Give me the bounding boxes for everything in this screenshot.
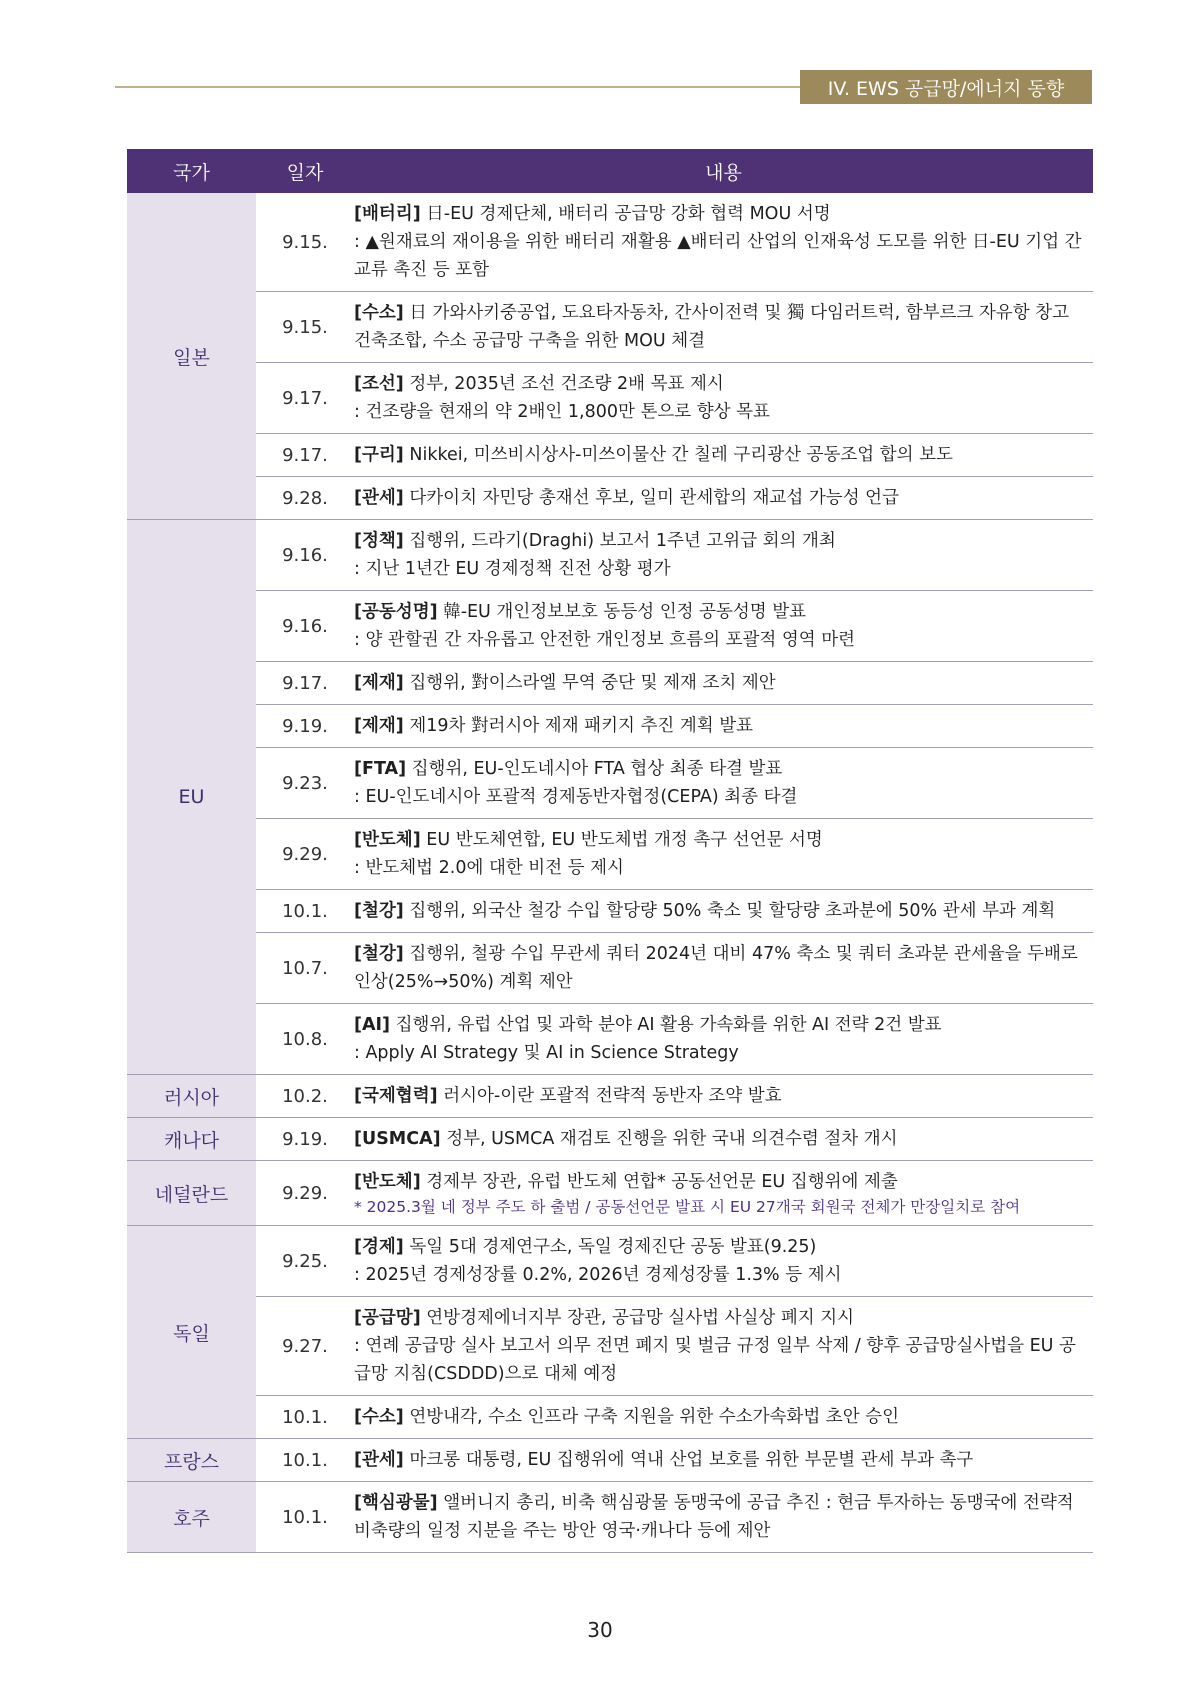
table-row: [127, 1226, 1093, 1297]
category-label: [관세]: [354, 1450, 404, 1470]
table-row: [127, 1075, 1093, 1118]
date-cell: 9.23.: [256, 748, 354, 819]
table-row: [127, 363, 1093, 434]
content-cell: [354, 434, 1093, 477]
footnote: * 2025.3월 네 정부 주도 하 출범 / 공동선언문 발표 시 EU 27개국 회원국 전체가 만장일치로 참여: [354, 1198, 1021, 1216]
date-cell: 10.1.: [256, 1439, 354, 1482]
date-cell: 9.17.: [256, 662, 354, 705]
content-cell: [354, 591, 1093, 662]
date-cell: 9.25.: [256, 1226, 354, 1297]
category-label: [반도체]: [354, 830, 421, 850]
category-label: [철강]: [354, 901, 404, 921]
table-row: [127, 520, 1093, 591]
content-cell: [354, 819, 1093, 890]
date-cell: 9.19.: [256, 705, 354, 748]
news-table: [127, 149, 1093, 1553]
date-cell: 10.1.: [256, 1396, 354, 1439]
section-label: IV. EWS 공급망/에너지 동향: [800, 70, 1092, 104]
category-label: [공급망]: [354, 1308, 421, 1328]
date-cell: 9.19.: [256, 1118, 354, 1161]
header-rule: [115, 86, 831, 88]
content-cell: [354, 1297, 1093, 1396]
content-text: EU 반도체연합, EU 반도체법 개정 촉구 선언문 서명: [420, 830, 823, 850]
content-text: 집행위, EU-인도네시아 FTA 협상 최종 타결 발표: [406, 759, 783, 779]
table-row: [127, 1004, 1093, 1075]
table-row: [127, 1396, 1093, 1439]
column-header-content: 내용: [354, 149, 1093, 193]
content-detail: : EU-인도네시아 포괄적 경제동반자협정(CEPA) 최종 타결: [354, 787, 798, 807]
date-cell: 9.29.: [256, 819, 354, 890]
date-cell: 9.29.: [256, 1161, 354, 1226]
country-cell: 캐나다: [127, 1118, 256, 1161]
category-label: [제재]: [354, 673, 404, 693]
content-text: 집행위, 외국산 철강 수입 할당량 50% 축소 및 할당량 초과분에 50% 관세 부과 계획: [403, 901, 1056, 921]
category-label: [경제]: [354, 1237, 404, 1257]
content-text: 日 가와사키중공업, 도요타자동차, 간사이전력 및 獨 다임러트럭, 함부르크 자유항 창고건축조합, 수소 공급망 구축을 위한 MOU 체결: [354, 303, 1069, 351]
content-text: 연방내각, 수소 인프라 구축 지원을 위한 수소가속화법 초안 승인: [403, 1407, 899, 1427]
category-label: [관세]: [354, 488, 404, 508]
table-row: [127, 1439, 1093, 1482]
category-label: [FTA]: [354, 759, 407, 779]
table-row: [127, 933, 1093, 1004]
category-label: [USMCA]: [354, 1129, 441, 1149]
content-cell: [354, 292, 1093, 363]
content-text: 다카이치 자민당 총재선 후보, 일미 관세합의 재교섭 가능성 언급: [403, 488, 899, 508]
content-cell: [354, 1004, 1093, 1075]
page-number: 30: [587, 1618, 613, 1642]
content-text: 집행위, 유럽 산업 및 과학 분야 AI 활용 가속화를 위한 AI 전략 2건 발표: [390, 1015, 942, 1035]
content-cell: [354, 1118, 1093, 1161]
content-detail: : 양 관할권 간 자유롭고 안전한 개인정보 흐름의 포괄적 영역 마련: [354, 630, 856, 650]
content-detail: : Apply AI Strategy 및 AI in Science Strategy: [354, 1043, 739, 1063]
content-text: 정부, 2035년 조선 건조량 2배 목표 제시: [403, 374, 724, 394]
category-label: [철강]: [354, 944, 404, 964]
country-cell: 일본: [127, 193, 256, 520]
content-cell: [354, 748, 1093, 819]
category-label: [제재]: [354, 716, 404, 736]
table-row: [127, 662, 1093, 705]
date-cell: 10.8.: [256, 1004, 354, 1075]
content-text: 마크롱 대통령, EU 집행위에 역내 산업 보호를 위한 부문별 관세 부과 촉구: [403, 1450, 974, 1470]
table-row: [127, 477, 1093, 520]
category-label: [수소]: [354, 303, 404, 323]
column-header-country: 국가: [127, 149, 256, 193]
content-cell: [354, 1439, 1093, 1482]
date-cell: 10.1.: [256, 890, 354, 933]
table-row: [127, 1482, 1093, 1553]
table-row: [127, 819, 1093, 890]
content-detail: : 지난 1년간 EU 경제정책 진전 상황 평가: [354, 559, 671, 579]
content-cell: [354, 890, 1093, 933]
table-row: [127, 1297, 1093, 1396]
content-cell: [354, 1396, 1093, 1439]
content-detail: : ▲원재료의 재이용을 위한 배터리 재활용 ▲배터리 산업의 인재육성 도모를 위한 日-EU 기업 간 교류 촉진 등 포함: [354, 232, 1082, 280]
country-cell: 프랑스: [127, 1439, 256, 1482]
date-cell: 9.17.: [256, 434, 354, 477]
content-text: 집행위, 철광 수입 무관세 쿼터 2024년 대비 47% 축소 및 쿼터 초과분 관세율을 두배로 인상(25%→50%) 계획 제안: [354, 944, 1078, 992]
table-row: [127, 1161, 1093, 1226]
content-detail: : 반도체법 2.0에 대한 비전 등 제시: [354, 858, 624, 878]
date-cell: 10.7.: [256, 933, 354, 1004]
content-text: 韓-EU 개인정보보호 동등성 인정 공동성명 발표: [437, 602, 807, 622]
content-text: 집행위, 對이스라엘 무역 중단 및 제재 조치 제안: [403, 673, 776, 693]
country-cell: 네덜란드: [127, 1161, 256, 1226]
date-cell: 9.15.: [256, 193, 354, 292]
table-row: [127, 434, 1093, 477]
content-text: 독일 5대 경제연구소, 독일 경제진단 공동 발표(9.25): [403, 1237, 817, 1257]
content-cell: [354, 363, 1093, 434]
content-detail: : 2025년 경제성장률 0.2%, 2026년 경제성장률 1.3% 등 제시: [354, 1265, 842, 1285]
date-cell: 9.16.: [256, 520, 354, 591]
category-label: [반도체]: [354, 1172, 421, 1192]
date-cell: 9.28.: [256, 477, 354, 520]
category-label: [구리]: [354, 445, 404, 465]
content-cell: [354, 193, 1093, 292]
content-text: 집행위, 드라기(Draghi) 보고서 1주년 고위급 회의 개최: [403, 531, 836, 551]
country-cell: 호주: [127, 1482, 256, 1553]
country-cell: EU: [127, 520, 256, 1075]
date-cell: 10.2.: [256, 1075, 354, 1118]
table-row: [127, 890, 1093, 933]
content-cell: [354, 705, 1093, 748]
date-cell: 9.27.: [256, 1297, 354, 1396]
column-header-date: 일자: [256, 149, 354, 193]
content-text: 연방경제에너지부 장관, 공급망 실사법 사실상 폐지 지시: [420, 1308, 855, 1328]
content-text: Nikkei, 미쓰비시상사-미쓰이물산 간 칠레 구리광산 공동조업 합의 보도: [403, 445, 953, 465]
content-text: 경제부 장관, 유럽 반도체 연합* 공동선언문 EU 집행위에 제출: [420, 1172, 898, 1192]
category-label: [정책]: [354, 531, 404, 551]
category-label: [배터리]: [354, 204, 421, 224]
category-label: [수소]: [354, 1407, 404, 1427]
country-cell: 독일: [127, 1226, 256, 1439]
content-text: 제19차 對러시아 제재 패키지 추진 계획 발표: [403, 716, 753, 736]
table-row: [127, 292, 1093, 363]
content-cell: [354, 1226, 1093, 1297]
date-cell: 9.16.: [256, 591, 354, 662]
date-cell: 9.15.: [256, 292, 354, 363]
content-cell: [354, 1482, 1093, 1553]
content-detail: : 연례 공급망 실사 보고서 의무 전면 폐지 및 벌금 규정 일부 삭제 / 향후 공급망실사법을 EU 공급망 지침(CSDDD)으로 대체 예정: [354, 1336, 1076, 1384]
content-text: 러시아-이란 포괄적 전략적 동반자 조약 발효: [437, 1086, 782, 1106]
table-row: [127, 591, 1093, 662]
content-cell: [354, 477, 1093, 520]
category-label: [공동성명]: [354, 602, 438, 622]
category-label: [조선]: [354, 374, 404, 394]
content-detail: : 건조량을 현재의 약 2배인 1,800만 톤으로 향상 목표: [354, 402, 770, 422]
content-text: 앨버니지 총리, 비축 핵심광물 동맹국에 공급 추진 : 현금 투자하는 동맹국에 전략적 비축량의 일정 지분을 주는 방안 영국·캐나다 등에 제안: [354, 1493, 1074, 1541]
content-cell: [354, 933, 1093, 1004]
content-cell: [354, 662, 1093, 705]
content-cell: [354, 1161, 1093, 1226]
table-header-row: [127, 149, 1093, 193]
date-cell: 10.1.: [256, 1482, 354, 1553]
category-label: [AI]: [354, 1015, 391, 1035]
country-cell: 러시아: [127, 1075, 256, 1118]
table-row: [127, 748, 1093, 819]
content-cell: [354, 1075, 1093, 1118]
content-text: 日-EU 경제단체, 배터리 공급망 강화 협력 MOU 서명: [420, 204, 831, 224]
date-cell: 9.17.: [256, 363, 354, 434]
category-label: [핵심광물]: [354, 1493, 438, 1513]
content-cell: [354, 520, 1093, 591]
table-row: [127, 193, 1093, 292]
table-row: [127, 705, 1093, 748]
table-row: [127, 1118, 1093, 1161]
content-text: 정부, USMCA 재검토 진행을 위한 국내 의견수렴 절차 개시: [440, 1129, 898, 1149]
category-label: [국제협력]: [354, 1086, 438, 1106]
